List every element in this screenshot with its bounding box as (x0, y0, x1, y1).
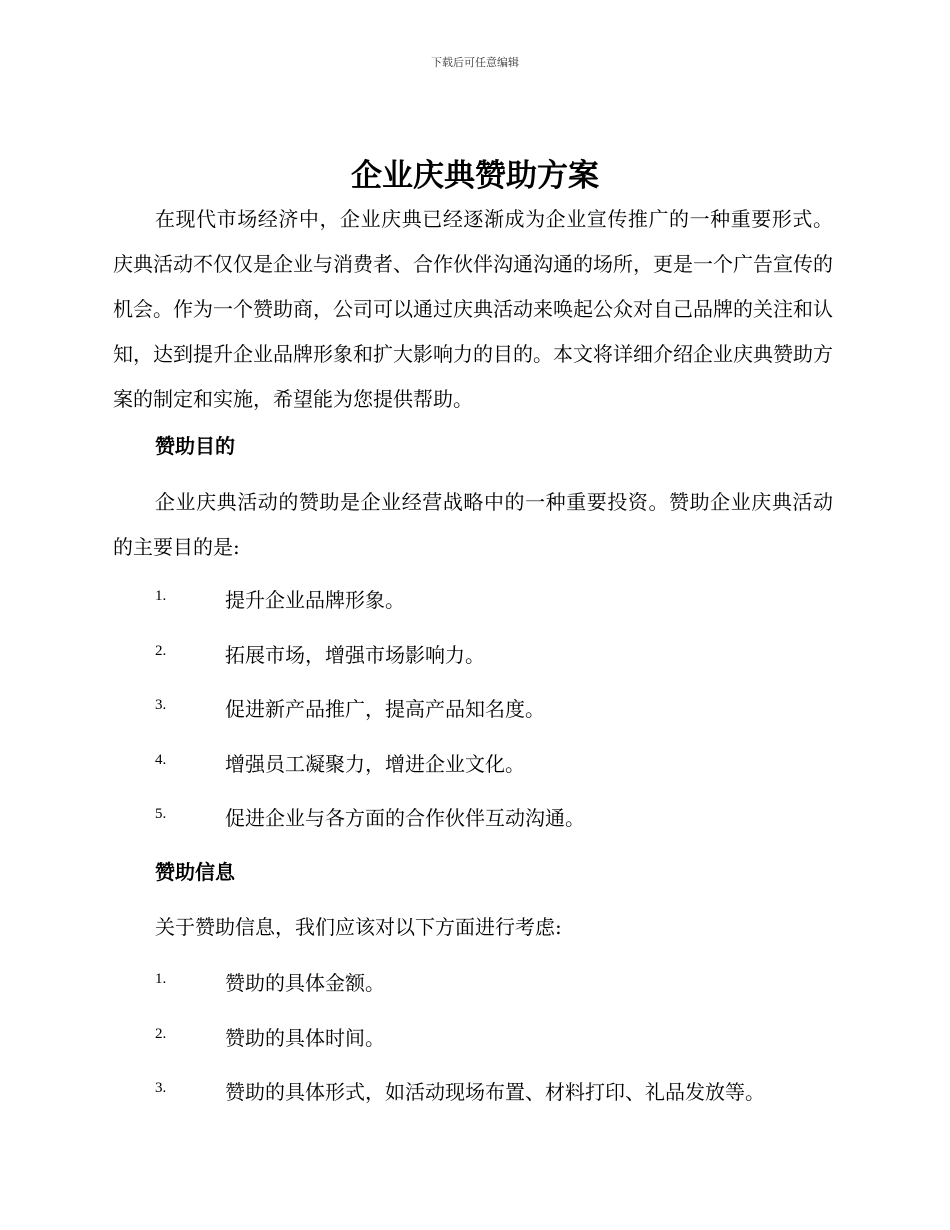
list-number: 2. (155, 643, 167, 659)
list-number: 3. (155, 697, 167, 713)
list-text: 赞助的具体金额。 (225, 971, 385, 995)
purpose-paragraph: 企业庆典活动的赞助是企业经营战略中的一种重要投资。赞助企业庆典活动的主要目的是: (113, 490, 833, 559)
list-item (155, 802, 855, 832)
section-heading-info: 赞助信息 (155, 860, 235, 884)
list-item (155, 748, 855, 778)
list-text: 促进企业与各方面的合作伙伴互动沟通。 (225, 806, 585, 830)
list-number: 1. (155, 588, 167, 604)
list-text: 促进新产品推广，提高产品知名度。 (225, 697, 545, 721)
list-item (155, 693, 855, 723)
intro-paragraph: 在现代市场经济中，企业庆典已经逐渐成为企业宣传推广的一种重要形式。庆典活动不仅仅是企业与消费者、合作伙伴沟通沟通的场所，更是一个广告宣传的机会。作为一个赞助商，公司可以通过庆典活动来唤起公众对自己品牌的关注和认知，达到提升企业品牌形象和扩大影响力的目的。本文将详细介绍企业庆典赞助方案的制定和实施，希望能为您提供帮助。 (113, 207, 833, 411)
list-text: 赞助的具体形式，如活动现场布置、材料打印、礼品发放等。 (225, 1080, 765, 1104)
page-title: 企业庆典赞助方案 (351, 158, 599, 194)
list-number: 2. (155, 1026, 167, 1042)
list-text: 增强员工凝聚力，增进企业文化。 (225, 752, 525, 776)
section-heading-purpose: 赞助目的 (155, 434, 235, 458)
list-number: 1. (155, 971, 167, 987)
list-number: 3. (155, 1080, 167, 1096)
list-text: 提升企业品牌形象。 (225, 588, 405, 612)
list-item (155, 967, 855, 997)
list-item (155, 639, 855, 669)
info-paragraph: 关于赞助信息，我们应该对以下方面进行考虑: (155, 915, 562, 939)
list-item (155, 1076, 855, 1106)
list-number: 4. (155, 752, 167, 768)
list-item (155, 1022, 855, 1052)
list-text: 拓展市场，增强市场影响力。 (225, 643, 485, 667)
list-item (155, 584, 855, 614)
list-text: 赞助的具体时间。 (225, 1026, 385, 1050)
header-note: 下载后可任意编辑 (431, 56, 519, 69)
list-number: 5. (155, 806, 167, 822)
